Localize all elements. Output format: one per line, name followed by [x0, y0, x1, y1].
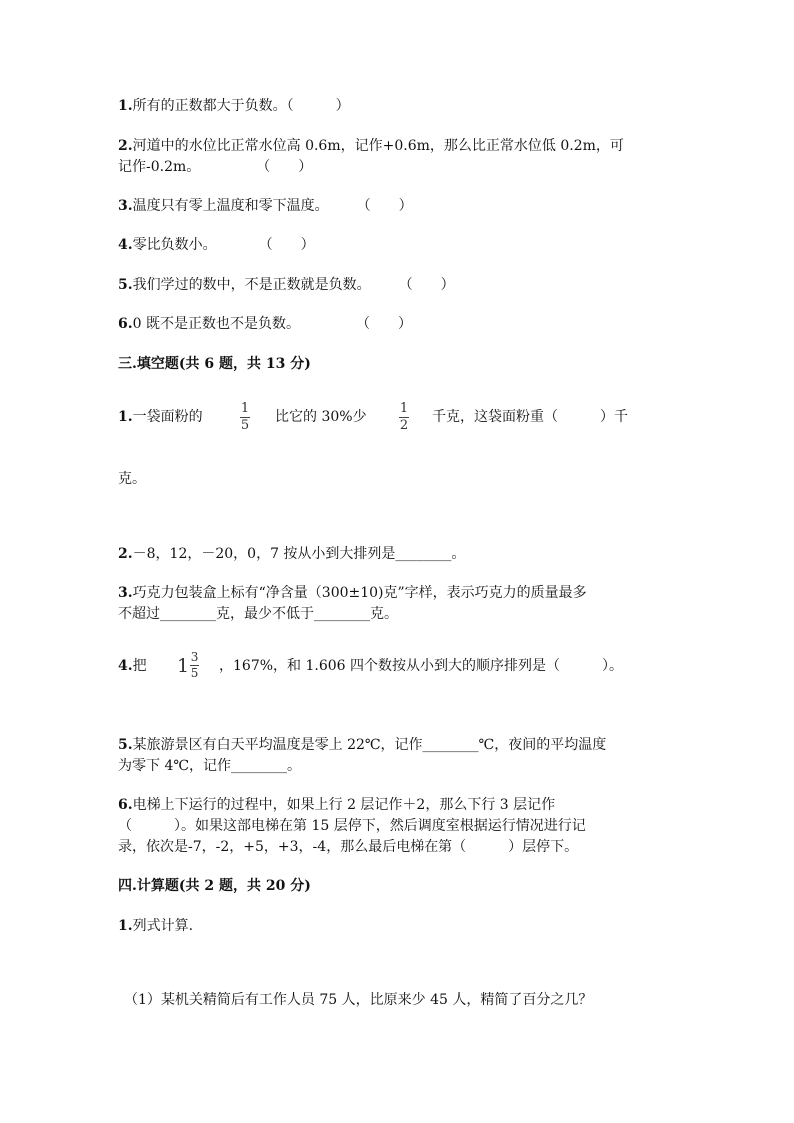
judgement-q2-line2: 记作-0.2m。 （ ）	[118, 159, 313, 175]
numerator: 1	[240, 401, 250, 416]
question-number: 2.	[118, 546, 133, 562]
question-text: －8，12，－20，0，7 按从小到大排列是________。	[132, 546, 466, 562]
fraction-three-fifths	[190, 651, 199, 680]
calc-q1-sub1: （1）某机关精简后有工作人员 75 人，比原来少 45 人，精简了百分之几？	[124, 992, 593, 1008]
fraction-one-half	[399, 402, 409, 433]
fill-q5	[118, 736, 606, 754]
judgement-q3	[118, 197, 413, 215]
question-number: 4.	[118, 237, 133, 253]
question-number: 6.	[118, 316, 133, 332]
question-number: 3.	[118, 585, 133, 601]
denominator: 5	[190, 666, 199, 680]
fill-q5-line2: 为零下 4℃，记作________。	[118, 758, 302, 774]
fill-q1	[118, 408, 203, 426]
fill-q4-end: ，167%，和 1.606 四个数按从小到大的顺序排列是（ ）。	[219, 658, 624, 674]
fill-q1-line2: 克。	[118, 471, 146, 487]
mixed-number-one-and-three-fifths	[177, 651, 199, 680]
numerator: 1	[399, 401, 409, 416]
question-text: 一袋面粉的	[132, 409, 203, 425]
question-text: 温度只有零上温度和零下温度。 （ ）	[132, 198, 413, 214]
numerator: 3	[190, 650, 199, 664]
question-text: 我们学过的数中，不是正数就是负数。 （ ）	[132, 277, 455, 293]
question-text: 零比负数小。 （ ）	[132, 237, 315, 253]
denominator: 2	[399, 418, 409, 433]
question-number: 5.	[118, 277, 133, 293]
question-number: 5.	[118, 737, 133, 753]
judgement-q1	[118, 97, 350, 115]
fill-q3	[118, 584, 587, 602]
question-number: 2.	[118, 138, 133, 154]
fill-q3-line2: 不超过________克，最少不低于________克。	[118, 606, 398, 622]
question-text: 列式计算.	[132, 918, 194, 934]
denominator: 5	[240, 418, 250, 433]
judgement-q4	[118, 236, 315, 254]
section-title-calculation: 四.计算题(共 2 题，共 20 分)	[118, 878, 311, 894]
question-number: 4.	[118, 658, 133, 674]
fill-q1-end: 千克，这袋面粉重（ ）千	[432, 409, 628, 425]
calc-q1	[118, 917, 193, 935]
question-number: 1.	[118, 98, 133, 114]
question-text: 把	[132, 658, 147, 674]
question-number: 3.	[118, 198, 133, 214]
fill-q2	[118, 545, 465, 563]
fill-q6-line2: （ ）。如果这部电梯在第 15 层停下，然后调度室根据运行情况进行记	[118, 818, 586, 834]
fraction-one-fifth	[240, 402, 250, 433]
fill-q6	[118, 796, 555, 814]
question-number: 6.	[118, 797, 133, 813]
question-number: 1.	[118, 409, 133, 425]
whole-part: 1	[177, 654, 190, 677]
section-title-fill-in: 三.填空题(共 6 题，共 13 分)	[118, 356, 311, 372]
judgement-q2	[118, 137, 624, 155]
question-text: 某旅游景区有白天平均温度是零上 22℃，记作________℃，夜间的平均温度	[132, 737, 607, 753]
judgement-q6	[118, 315, 412, 333]
fill-q4	[118, 657, 147, 675]
question-text: 电梯上下运行的过程中，如果上行 2 层记作＋2，那么下行 3 层记作	[132, 797, 556, 813]
judgement-q5	[118, 276, 455, 294]
fill-q6-line3: 录，依次是-7，-2，+5，+3，-4，那么最后电梯在第（ ）层停下。	[118, 839, 579, 855]
question-number: 1.	[118, 918, 133, 934]
question-text: 巧克力包装盒上标有“净含量（300±10)克”字样，表示巧克力的质量最多	[132, 585, 587, 601]
question-text: 河道中的水位比正常水位高 0.6m，记作+0.6m，那么比正常水位低 0.2m，可	[132, 138, 624, 154]
fill-q1-mid: 比它的 30%少	[275, 409, 367, 425]
question-text: 0 既不是正数也不是负数。 （ ）	[132, 316, 412, 332]
question-text: 所有的正数都大于负数。（ ）	[132, 98, 350, 114]
